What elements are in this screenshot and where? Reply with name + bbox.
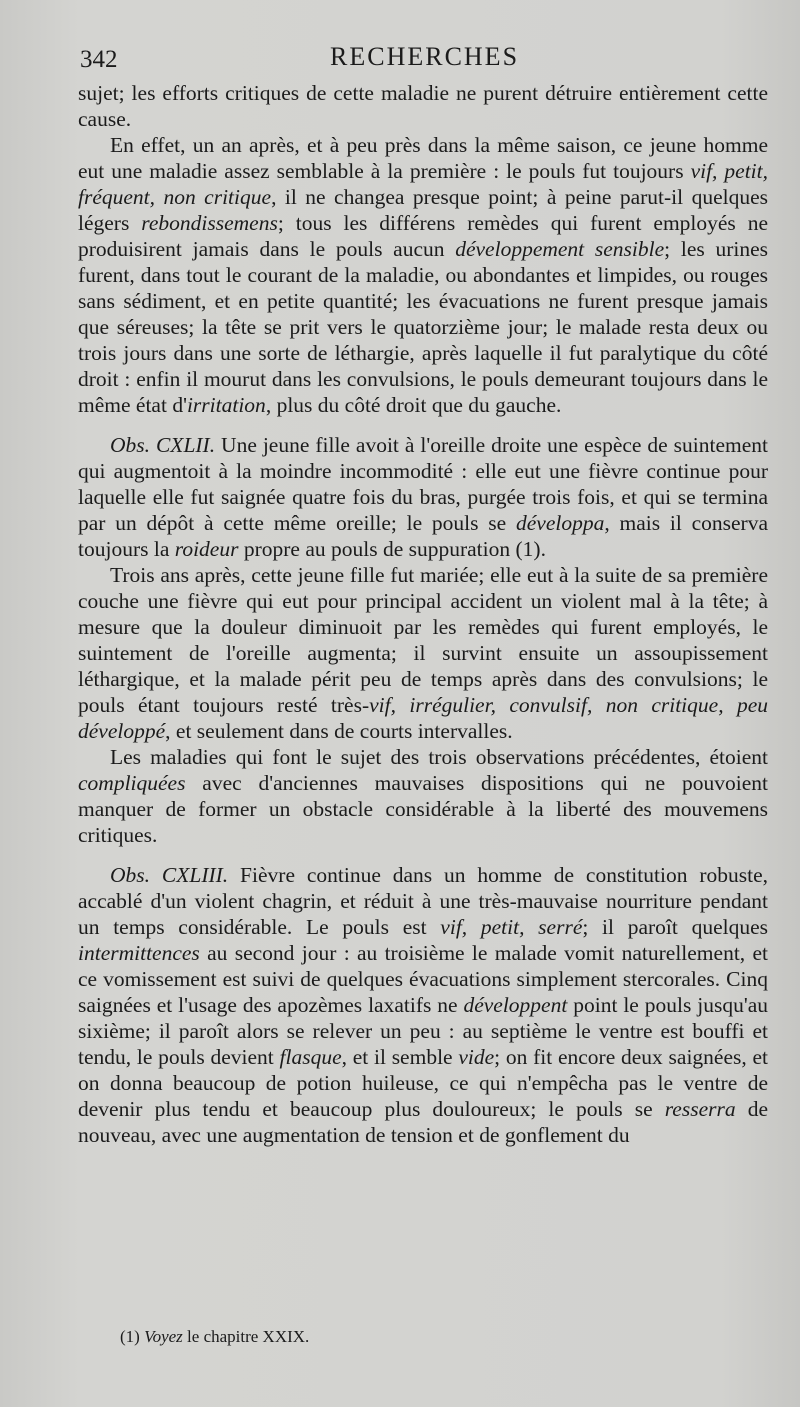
text-run: ; il paroît quelques xyxy=(582,915,768,939)
paragraph xyxy=(78,862,768,1148)
text-run: Fièvre continue dans un homme de constitution robuste, accablé d'un violent chagrin, et réduit à une très-mauvaise nourriture pendant un temps considérable. Le pouls est xyxy=(78,863,768,939)
italic-run: développement sensible xyxy=(455,237,665,261)
text-run: le chapitre XXIX. xyxy=(182,1327,310,1346)
italic-run: irritation xyxy=(186,393,266,417)
italic-run: Obs. CXLII. xyxy=(110,433,216,457)
italic-run: Obs. CXLIII. xyxy=(110,863,229,887)
italic-run: vif, petit, fréquent, non critique xyxy=(78,159,768,209)
text-run: de nouveau, avec une augmentation de tension et de gonflement du xyxy=(78,1097,769,1147)
text-run: , il ne changea presque point; à peine parut-il quelques légers xyxy=(78,185,768,235)
italic-run: Voyez xyxy=(144,1327,183,1346)
text-run: En effet, un an après, et à peu près dans la même saison, ce jeune homme eut une maladie assez semblable à la première : le pouls fut toujours xyxy=(78,133,768,183)
paragraph xyxy=(78,132,768,418)
italic-run: intermittences xyxy=(78,941,200,965)
text-run: Les maladies qui font le sujet des trois observations précédentes, étoient xyxy=(110,745,768,769)
text-run: , et il semble xyxy=(341,1045,459,1069)
paragraph xyxy=(78,432,768,562)
italic-run: développent xyxy=(463,993,568,1017)
paragraph xyxy=(78,562,768,744)
text-run: propre au pouls de suppuration (1). xyxy=(238,537,546,561)
body-text xyxy=(78,80,768,1148)
text-run: avec d'anciennes mauvaises dispositions qui ne pouvoient manquer de former un obstacle considérable à la liberté des mouvemens critiques. xyxy=(78,771,768,847)
italic-run: rebondissemens xyxy=(141,211,278,235)
text-run: , et seulement dans de courts intervalles. xyxy=(165,719,513,743)
text-run: (1) xyxy=(120,1327,145,1346)
text-run: , plus du côté droit que du gauche. xyxy=(265,393,562,417)
paragraph xyxy=(78,80,768,132)
text-run: ; tous les différens remèdes qui furent employés ne produisirent jamais dans le pouls aucun xyxy=(78,211,769,261)
footnote xyxy=(120,1327,309,1347)
paragraph xyxy=(78,744,768,848)
italic-run: roideur xyxy=(174,537,239,561)
text-run: , mais il conserva toujours la xyxy=(78,511,768,561)
italic-run: développa xyxy=(515,511,605,535)
text-run: Une jeune fille avoit à l'oreille droite une espèce de suintement qui augmentoit à la moindre incommodité : elle eut une fièvre continue pour laquelle elle fut saignée quatre fois du bras, purgée trois fois, et qui se termina par un dépôt à cette même oreille; le pouls se xyxy=(78,433,768,535)
italic-run: vide xyxy=(458,1045,495,1069)
italic-run: compliquées xyxy=(78,771,186,795)
italic-run: vif, irrégulier, convulsif, non critique, peu développé xyxy=(78,693,768,743)
running-head: RECHERCHES xyxy=(330,42,520,71)
text-run: Trois ans après, cette jeune fille fut mariée; elle eut à la suite de sa première couche une fièvre qui eut pour principal accident un violent mal à la tête; à mesure que la douleur diminuoit par les remèdes qui furent employés, le suintement de l'oreille augmenta; il survint ensuite un assoupissement léthargique, et la malade périt peu de temps après dans des convulsions; le pouls étant toujours resté très- xyxy=(78,563,768,717)
italic-run: resserra xyxy=(664,1097,736,1121)
text-run: au second jour : au troisième le malade vomit naturellement, et ce vomissement est suivi de quelques évacuations simplement stercorales. Cinq saignées et l'usage des apozèmes laxatifs ne xyxy=(78,941,768,1017)
text-run: point le pouls jusqu'au sixième; il paroît alors se relever un peu : au septième le ventre est bouffi et tendu, le pouls devient xyxy=(78,993,768,1069)
italic-run: vif, petit, serré xyxy=(440,915,583,939)
page-number: 342 xyxy=(80,46,118,73)
italic-run: flasque xyxy=(279,1045,342,1069)
text-run: sujet; les efforts critiques de cette maladie ne purent détruire entièrement cette cause. xyxy=(78,81,768,131)
text-run: ; on fit encore deux saignées, et on donna beaucoup de potion huileuse, ce qui n'empêcha pas le ventre de devenir plus tendu et beaucoup plus douloureux; le pouls se xyxy=(78,1045,769,1121)
page-header xyxy=(80,40,760,80)
text-run: ; les urines furent, dans tout le courant de la maladie, ou abondantes et limpides, ou rouges sans sédiment, et en petite quantité; les évacuations ne furent presque jamais que séreuses; la tête se prit vers le quatorzième jour; le malade resta deux ou trois jours dans une sorte de léthargie, après laquelle il fut paralytique du côté droit : enfin il mourut dans les convulsions, le pouls demeurant toujours dans le même état d' xyxy=(78,237,769,417)
